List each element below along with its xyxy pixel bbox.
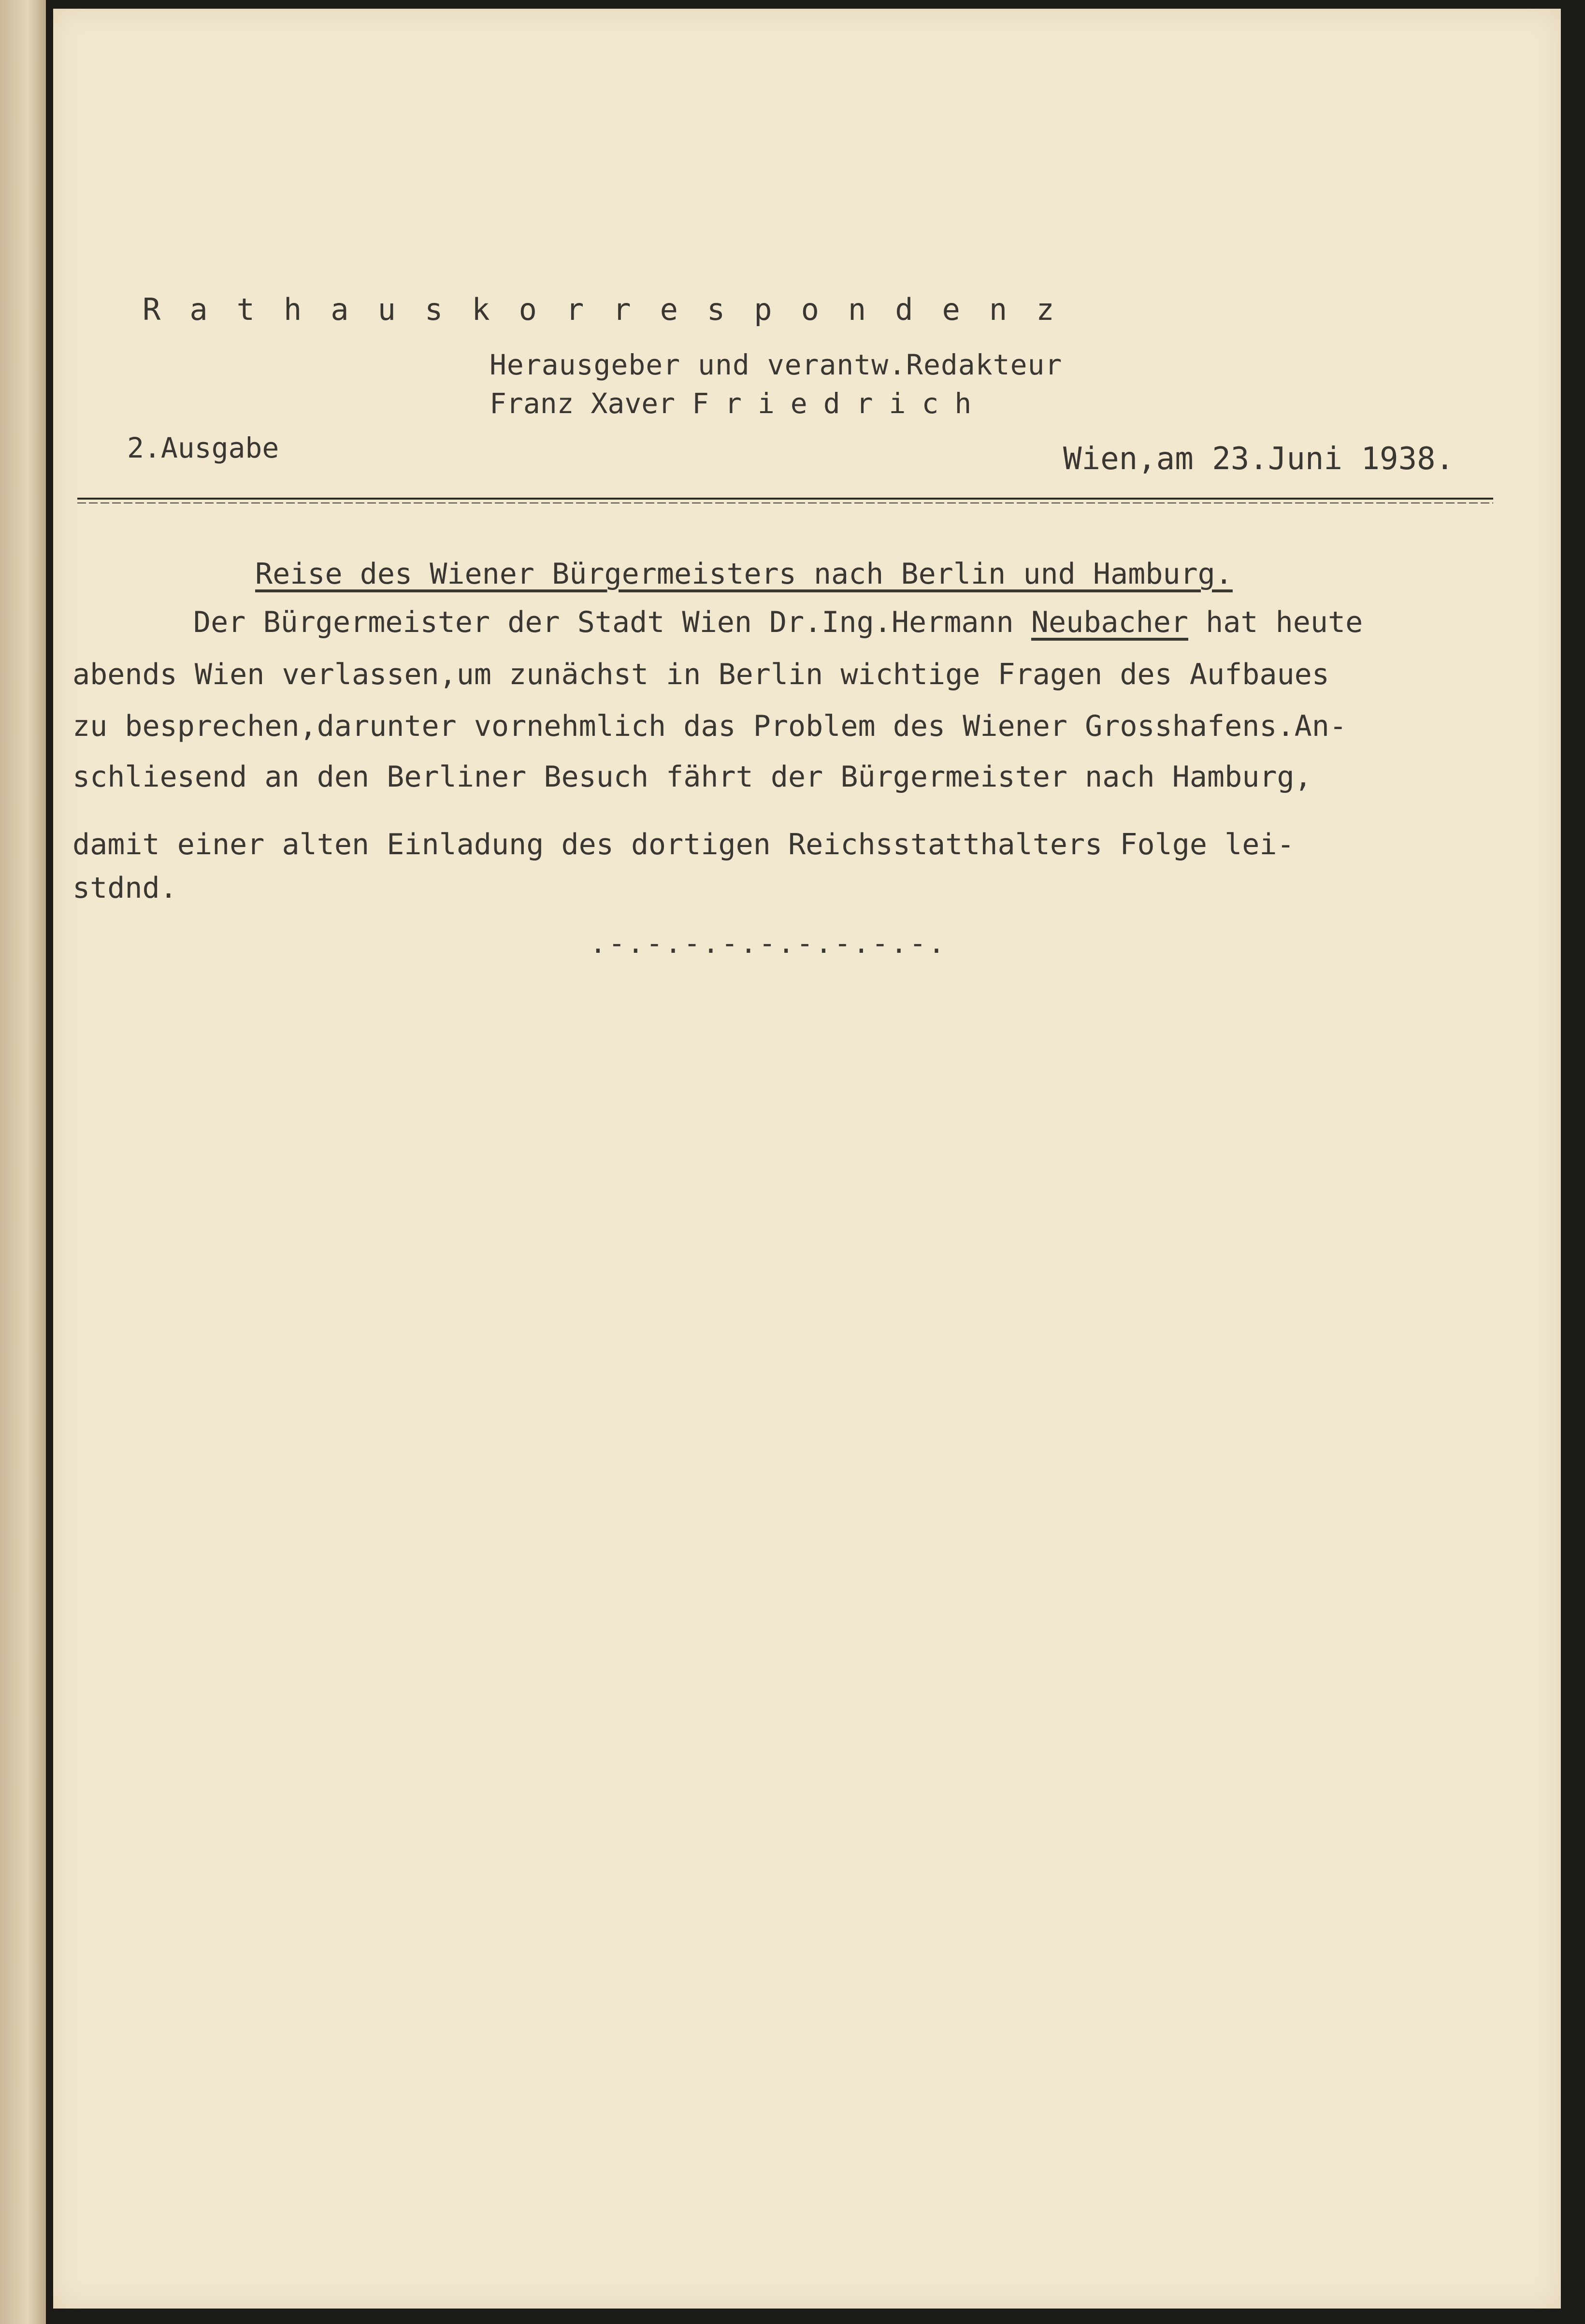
edition-label: 2.Ausgabe: [127, 431, 279, 464]
body-line-1-end: hat heute: [1188, 605, 1363, 639]
date-line: Wien,am 23.Juni 1938.: [1063, 441, 1455, 477]
masthead-title: Rathauskorrespondenz: [143, 292, 1083, 327]
body-line-1-start: Der Bürgermeister der Stadt Wien Dr.Ing.Hermann: [193, 605, 1031, 639]
mayor-name: Neubacher: [1031, 605, 1189, 639]
body-line-3: zu besprechen,darunter vornehmlich das Problem des Wiener Grosshafens.An-: [72, 709, 1347, 743]
editor-first-names: Franz Xaver: [490, 387, 676, 420]
body-line-6: stdnd.: [72, 871, 177, 905]
header-divider-dashed: [77, 502, 1493, 503]
publisher-line: Herausgeber und verantw.Redakteur: [490, 348, 1063, 381]
body-line-2: abends Wien verlassen,um zunächst in Berlin wichtige Fragen des Aufbaues: [72, 658, 1329, 691]
facing-page-edge: [0, 0, 46, 2324]
body-line-1: [193, 605, 1363, 639]
end-mark: .-.-.-.-.-.-.-.-.-.: [590, 927, 947, 960]
body-line-5: damit einer alten Einladung des dortigen Reichsstatthalters Folge lei-: [72, 828, 1295, 861]
editor-line: [490, 387, 988, 420]
document-page: [53, 9, 1561, 2309]
header-divider: [77, 498, 1493, 500]
article-headline: Reise des Wiener Bürgermeisters nach Berlin und Hamburg.: [255, 557, 1233, 591]
body-line-4: schliesend an den Berliner Besuch fährt der Bürgermeister nach Hamburg,: [72, 760, 1312, 794]
editor-surname: Friedrich: [692, 387, 988, 420]
